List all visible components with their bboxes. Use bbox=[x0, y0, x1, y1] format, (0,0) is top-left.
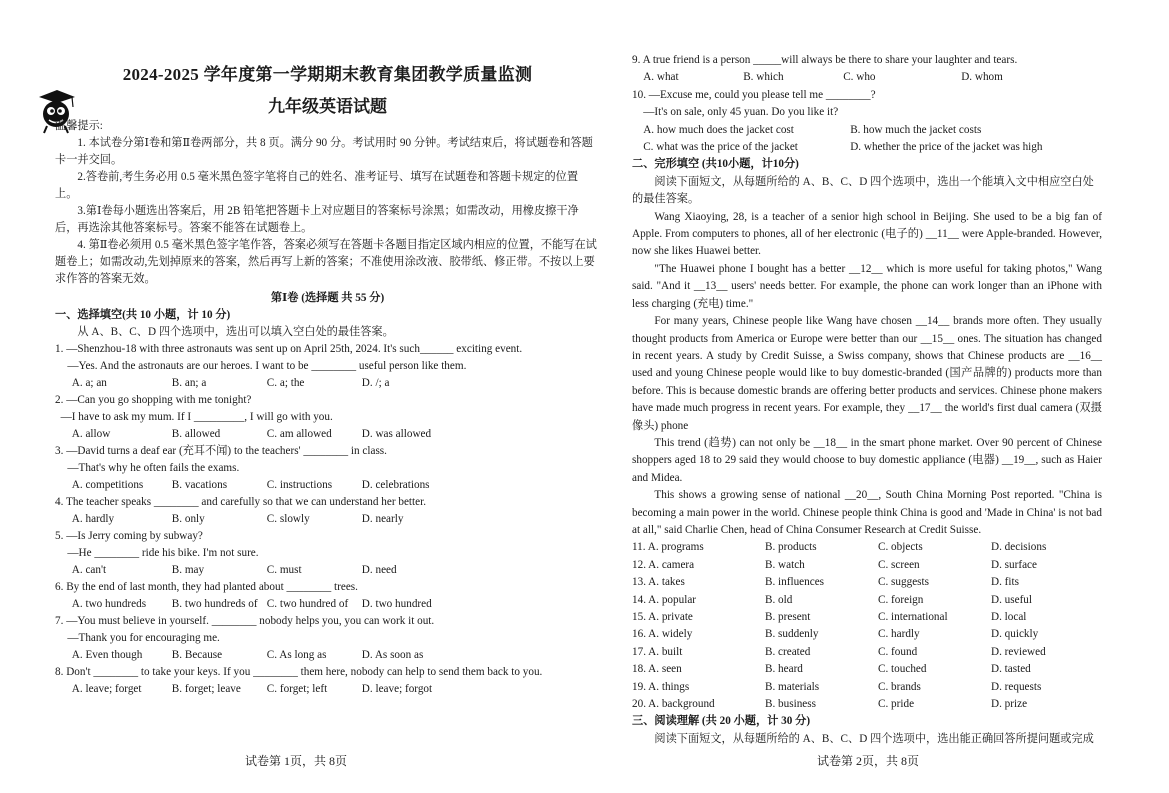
q15-d[interactable]: D. local bbox=[991, 611, 1027, 623]
exam-title: 2024-2025 学年度第一学期期末教育集团教学质量监测 bbox=[122, 65, 533, 84]
q11-d[interactable]: D. decisions bbox=[991, 541, 1047, 554]
q16-b[interactable]: B. suddenly bbox=[765, 628, 819, 641]
q14-b[interactable]: B. old bbox=[765, 593, 793, 606]
tips-label: 温馨提示: bbox=[55, 120, 103, 132]
q13-b[interactable]: B. influences bbox=[765, 576, 825, 589]
option-b[interactable]: B. Because bbox=[171, 649, 223, 661]
q16-c[interactable]: C. hardly bbox=[878, 628, 920, 641]
question-5-reply: —He ________ ride his bike. I'm not sure. bbox=[67, 547, 259, 559]
question-6-stem: 6. By the end of last month, they had planted about ________ trees. bbox=[55, 581, 358, 593]
q12-c[interactable]: C. screen bbox=[878, 558, 920, 571]
section-3-instructions: 阅读下面短文，从每题所给的 A、B、C、D 四个选项中，选出能正确回答所提问题或完成 bbox=[654, 732, 1094, 745]
tip-3: 3.第Ⅰ卷每小题选出答案后，用 2B 铅笔把答题卡上对应题目的答案标号涂黑；如需改动，用橡皮擦干净后，再选涂其他答案标号。答案不能答在试题卷上。 bbox=[55, 205, 579, 234]
option-b[interactable]: B. may bbox=[171, 564, 205, 576]
option-a[interactable]: A. competitions bbox=[71, 479, 144, 491]
section-1-title: 一、选择填空(共 10 小题，计 10 分) bbox=[55, 309, 231, 321]
q14-a[interactable]: 14. A. popular bbox=[632, 593, 697, 606]
option-b[interactable]: B. how much the jacket costs bbox=[850, 123, 982, 136]
option-c[interactable]: C. must bbox=[266, 564, 302, 576]
option-a[interactable]: A. leave; forget bbox=[71, 683, 142, 695]
question-10-options-cd bbox=[632, 139, 1102, 156]
question-8-stem: 8. Don't ________ to take your keys. If you ________ them here, nobody can help to send them back to you. bbox=[55, 666, 543, 678]
option-c[interactable]: C. what was the price of the jacket bbox=[643, 141, 798, 154]
option-d[interactable]: D. celebrations bbox=[361, 479, 430, 491]
tip-1: 1. 本试卷分第Ⅰ卷和第Ⅱ卷两部分，共 8 页。满分 90 分。考试用时 90 分钟。考试结束后，将试题卷和答题卡一并交回。 bbox=[55, 137, 593, 166]
page-1 bbox=[55, 0, 600, 793]
exam-subtitle: 九年级英语试题 bbox=[268, 97, 387, 116]
question-9-stem: 9. A true friend is a person _____will always be there to share your laughter and tears. bbox=[632, 54, 1018, 66]
question-5-stem: 5. —Is Jerry coming by subway? bbox=[55, 530, 203, 542]
q13-a[interactable]: 13. A. takes bbox=[632, 576, 685, 589]
option-c[interactable]: C. instructions bbox=[266, 479, 333, 491]
question-3-reply: —That's why he often fails the exams. bbox=[67, 462, 240, 474]
question-2-options bbox=[55, 426, 600, 443]
q17-c[interactable]: C. found bbox=[878, 645, 918, 658]
option-a[interactable]: A. two hundreds bbox=[71, 598, 147, 610]
tip-2: 2.答卷前,考生务必用 0.5 毫米黑色签字笔将自己的姓名、准考证号、填写在试题卷和答题卡规定的位置上。 bbox=[55, 171, 579, 200]
q16-d[interactable]: D. quickly bbox=[991, 628, 1039, 641]
q20-c[interactable]: C. pride bbox=[878, 698, 915, 711]
option-a[interactable]: A. can't bbox=[71, 564, 107, 576]
question-1-reply: —Yes. And the astronauts are our heroes. I want to be ________ useful person like them. bbox=[67, 360, 467, 372]
section-3-title: 三、阅读理解 (共 20 小题，计 30 分) bbox=[632, 715, 811, 728]
q12-b[interactable]: B. watch bbox=[765, 558, 805, 571]
option-b[interactable]: B. allowed bbox=[171, 428, 221, 440]
q20-b[interactable]: B. business bbox=[765, 698, 816, 711]
q13-d[interactable]: D. fits bbox=[991, 576, 1019, 589]
q12-d[interactable]: D. surface bbox=[991, 558, 1037, 571]
question-1-stem: 1. —Shenzhou-18 with three astronauts was sent up on April 25th, 2024. It's such______ exciting event. bbox=[55, 343, 523, 355]
section-1 bbox=[55, 290, 600, 698]
cloze-answer-options bbox=[632, 539, 1102, 713]
question-7-reply: —Thank you for encouraging me. bbox=[67, 632, 220, 644]
option-c[interactable]: C. As long as bbox=[266, 649, 327, 661]
q19-c[interactable]: C. brands bbox=[878, 680, 921, 693]
option-d[interactable]: D. whom bbox=[961, 71, 1003, 84]
option-a[interactable]: A. Even though bbox=[71, 649, 143, 661]
page-2-footer: 试卷第 2页，共 8页 bbox=[817, 754, 920, 768]
question-7-stem: 7. —You must believe in yourself. ________ nobody helps you, you can work it out. bbox=[55, 615, 435, 627]
q19-d[interactable]: D. requests bbox=[991, 680, 1042, 693]
q18-a[interactable]: 18. A. seen bbox=[632, 663, 682, 676]
q15-a[interactable]: 15. A. private bbox=[632, 611, 693, 623]
page-1-footer: 试卷第 1页，共 8页 bbox=[245, 754, 348, 768]
q14-c[interactable]: C. foreign bbox=[878, 593, 924, 606]
question-7-options bbox=[55, 647, 600, 664]
section-2-instructions: 阅读下面短文，从每题所给的 A、B、C、D 四个选项中，选出一个能填入文中相应空白处的最佳答案。 bbox=[632, 175, 1094, 206]
question-10-reply: —It's on sale, only 45 yuan. Do you like it? bbox=[643, 106, 839, 119]
question-2-reply: —I have to ask my mum. If I _________, I will go with you. bbox=[60, 411, 333, 423]
q11-c[interactable]: C. objects bbox=[878, 541, 923, 554]
option-a[interactable]: A. hardly bbox=[71, 513, 115, 525]
passage-paragraph-3: For many years, Chinese people like Wang have chosen __14__ brands more often. They usually thought products from America or Europe were better than our __15__ ones. The situation has changed in recent years. A study by Credit Suisse, a Swiss company, shows that Chinese products are __16__ used and young Chinese people would like to buy domestic-branded (国产品牌的) products more than before. This is because domestic brands are offering better products and services. Chinese phone makers have made much progress in recent years. For example, they __17__ the world's first dual camera (双摄像头) phone bbox=[632, 315, 1102, 432]
question-3-options bbox=[55, 477, 600, 494]
question-10-stem: 10. —Excuse me, could you please tell me ________? bbox=[632, 88, 876, 101]
section-1-instructions: 从 A、B、C、D 四个选项中，选出可以填入空白处的最佳答案。 bbox=[77, 326, 394, 338]
q14-d[interactable]: D. useful bbox=[991, 593, 1033, 606]
option-b[interactable]: B. forget; leave bbox=[171, 683, 241, 695]
option-b[interactable]: B. two hundreds of bbox=[171, 598, 258, 610]
option-c[interactable]: C. am allowed bbox=[266, 428, 332, 440]
question-1-options bbox=[55, 375, 600, 392]
page-2 bbox=[632, 0, 1102, 793]
question-4-stem: 4. The teacher speaks ________ and carefully so that we can understand her better. bbox=[55, 496, 427, 508]
section-1-continued bbox=[632, 52, 1102, 748]
option-a[interactable]: A. a; an bbox=[71, 377, 107, 389]
option-d[interactable]: D. As soon as bbox=[361, 649, 424, 661]
q13-c[interactable]: C. suggests bbox=[878, 576, 929, 589]
section-2-title: 二、完形填空 (共10小题，计10分) bbox=[632, 158, 799, 171]
question-6-options bbox=[55, 596, 600, 613]
option-b[interactable]: B. an; a bbox=[171, 377, 207, 389]
q20-d[interactable]: D. prize bbox=[991, 698, 1028, 711]
question-5-options bbox=[55, 562, 600, 579]
q11-a[interactable]: 11. A. programs bbox=[632, 541, 704, 554]
passage-paragraph-1: Wang Xiaoying, 28, is a teacher of a senior high school in Beijing. She used to be a big fan of Apple. From computers to phones, all of her electronic (电子的) __11__ were Apple-branded. However, now she likes Huawei better. bbox=[632, 210, 1102, 258]
option-c[interactable]: C. a; the bbox=[266, 377, 305, 389]
option-d[interactable]: D. was allowed bbox=[361, 428, 432, 440]
option-b[interactable]: B. only bbox=[171, 513, 205, 525]
option-c[interactable]: C. who bbox=[843, 71, 876, 84]
passage-paragraph-2: "The Huawei phone I bought has a better __12__ which is more useful for taking photos," Wang said. "And it __13__ users' needs better. For example, the phone can work longer than an iPhone with less charging (充电) time." bbox=[632, 262, 1102, 310]
question-3-stem: 3. —David turns a deaf ear (充耳不闻) to the teachers' ________ in class. bbox=[55, 445, 387, 457]
passage-paragraph-4: This trend (趋势) can not only be __18__ in the smart phone market. Over 90 percent of Chinese shoppers aged 18 to 29 said they would choose to buy domestic appliance (电器) __19__, such as Haier and Midea. bbox=[632, 436, 1102, 484]
q18-b[interactable]: B. heard bbox=[765, 663, 803, 676]
q19-a[interactable]: 19. A. things bbox=[632, 680, 690, 693]
tip-4: 4. 第Ⅱ卷必须用 0.5 毫米黑色签字笔作答，答案必须写在答题卡各题目指定区域内相应的位置，不能写在试题卷上；如需改动,先划掉原来的答案，然后再写上新的答案；不准使用涂改液、胶带纸、修正带。不按以上要求作答的答案无效。 bbox=[55, 239, 597, 285]
q15-c[interactable]: C. international bbox=[878, 611, 948, 623]
part-1-title: 第Ⅰ卷 (选择题 共 55 分) bbox=[270, 292, 385, 304]
question-8-options bbox=[55, 681, 600, 698]
option-c[interactable]: C. forget; left bbox=[266, 683, 328, 695]
option-d[interactable]: D. nearly bbox=[361, 513, 404, 525]
option-d[interactable]: D. /; a bbox=[361, 377, 390, 389]
option-b[interactable]: B. which bbox=[743, 71, 784, 84]
option-d[interactable]: D. leave; forgot bbox=[361, 683, 433, 695]
q17-b[interactable]: B. created bbox=[765, 645, 811, 658]
option-a[interactable]: A. what bbox=[643, 71, 679, 84]
question-4-options bbox=[55, 511, 600, 528]
q17-d[interactable]: D. reviewed bbox=[991, 645, 1046, 658]
option-d[interactable]: D. two hundred bbox=[361, 598, 432, 610]
question-2-stem: 2. —Can you go shopping with me tonight? bbox=[55, 394, 252, 406]
q20-a[interactable]: 20. A. background bbox=[632, 698, 715, 711]
q18-c[interactable]: C. touched bbox=[878, 663, 927, 676]
question-10-options-ab bbox=[632, 122, 1102, 139]
tips-block bbox=[55, 118, 600, 288]
option-b[interactable]: B. vacations bbox=[171, 479, 228, 491]
q16-a[interactable]: 16. A. widely bbox=[632, 628, 693, 641]
q11-b[interactable]: B. products bbox=[765, 541, 817, 554]
q18-d[interactable]: D. tasted bbox=[991, 663, 1031, 676]
passage-paragraph-5: This shows a growing sense of national __20__, South China Morning Post reported. "China is becoming a main power in the world. Chinese people think China is good and 'Made in China' is not bad at all," said Charlie Chen, head of China Consumer Research at Credit Suisse. bbox=[632, 489, 1102, 536]
q17-a[interactable]: 17. A. built bbox=[632, 645, 683, 658]
question-9-options bbox=[632, 69, 1102, 86]
q12-a[interactable]: 12. A. camera bbox=[632, 558, 695, 571]
option-a[interactable]: A. allow bbox=[71, 428, 111, 440]
q15-b[interactable]: B. present bbox=[765, 611, 811, 623]
option-d[interactable]: D. need bbox=[361, 564, 397, 576]
option-c[interactable]: C. two hundred of bbox=[266, 598, 349, 610]
option-c[interactable]: C. slowly bbox=[266, 513, 310, 525]
option-d[interactable]: D. whether the price of the jacket was high bbox=[850, 141, 1043, 154]
q19-b[interactable]: B. materials bbox=[765, 680, 820, 693]
option-a[interactable]: A. how much does the jacket cost bbox=[643, 123, 794, 136]
